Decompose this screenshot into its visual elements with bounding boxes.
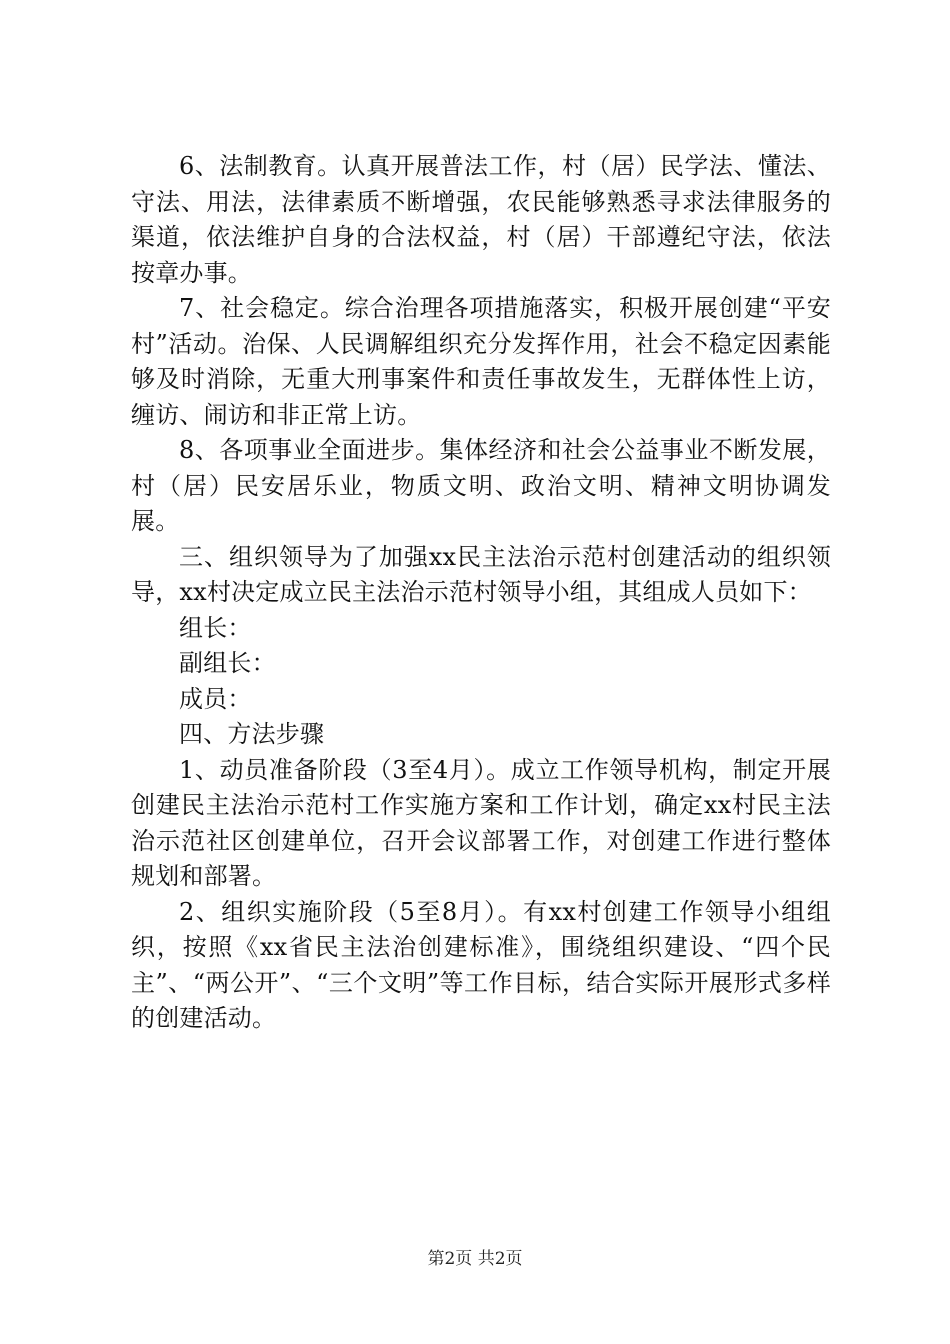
paragraph-members: 成员： bbox=[179, 684, 252, 713]
paragraph-group-leader: 组长： bbox=[179, 613, 252, 642]
paragraph-deputy-leader: 副组长： bbox=[179, 649, 276, 677]
paragraph-step-preparation: 1、动员准备阶段（3至4月）。成立工作领导机构，制定开展创建民主法治示范村工作实施方案和工作计划，确定xx村民主法治示范社区创建单位，召开会议部署工作，对创建工作进行整体规划和部署。 bbox=[131, 755, 831, 890]
paragraph-step-implementation: 2、组织实施阶段（5至8月）。有xx村创建工作领导小组组织，按照《xx省民主法治创建标准》，围绕组织建设、“四个民主”、“两公开”、“三个文明”等工作目标，结合实际开展形式多样的创建活动。 bbox=[131, 897, 831, 1032]
paragraph-organization-leadership: 三、组织领导为了加强xx民主法治示范村创建活动的组织领导，xx村决定成立民主法治示范村领导小组，其组成人员如下： bbox=[131, 542, 831, 606]
page-number-footer: 第2页 共2页 bbox=[427, 1249, 523, 1269]
document-body bbox=[131, 149, 831, 1037]
paragraph-legal-education: 6、法制教育。认真开展普法工作，村（居）民学法、懂法、守法、用法，法律素质不断增强，农民能够熟悉寻求法律服务的渠道，依法维护自身的合法权益，村（居）干部遵纪守法，依法按章办事。 bbox=[131, 152, 831, 287]
paragraph-social-stability: 7、社会稳定。综合治理各项措施落实，积极开展创建“平安村”活动。治保、人民调解组织充分发挥作用，社会不稳定因素能够及时消除，无重大刑事案件和责任事故发生，无群体性上访，缠访、闹访和非正常上访。 bbox=[131, 294, 831, 429]
section-heading-methods: 四、方法步骤 bbox=[179, 720, 325, 748]
paragraph-overall-progress: 8、各项事业全面进步。集体经济和社会公益事业不断发展，村（居）民安居乐业，物质文明、政治文明、精神文明协调发展。 bbox=[131, 436, 831, 535]
